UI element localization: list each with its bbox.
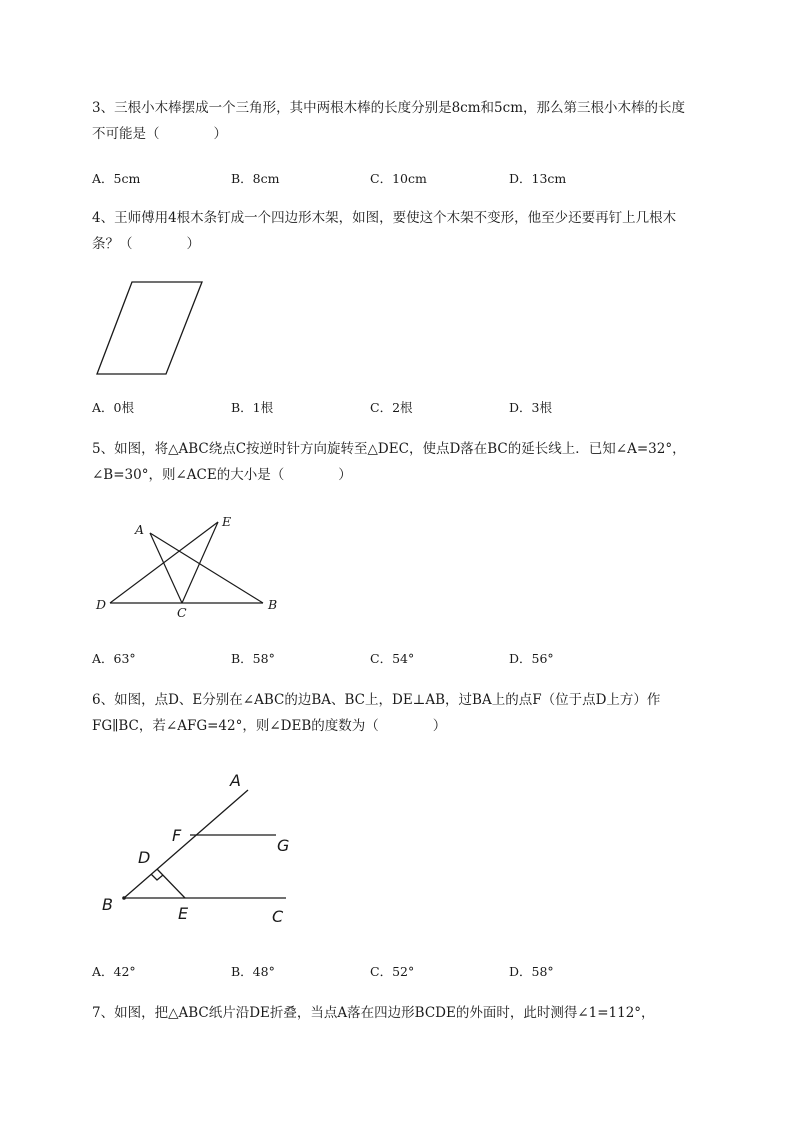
option-c: C．54° bbox=[370, 651, 415, 666]
label-b: B bbox=[102, 895, 113, 914]
option-d: D．56° bbox=[509, 651, 554, 666]
label-a: A bbox=[135, 522, 145, 537]
option-a: A．0根 bbox=[92, 400, 134, 415]
question-4-line-1: 4、王师傅用4根木条钉成一个四边形木架，如图，要使这个木架不变形，他至少还要再钉上几根木 bbox=[92, 210, 677, 226]
label-e: E bbox=[222, 514, 232, 529]
option-b: B．8cm bbox=[231, 171, 280, 186]
label-c: C bbox=[272, 907, 284, 926]
right-angle-mark bbox=[151, 874, 163, 880]
label-f: F bbox=[172, 826, 182, 845]
segment-de bbox=[157, 869, 185, 898]
label-a: A bbox=[230, 771, 241, 790]
option-b: B．58° bbox=[231, 651, 275, 666]
option-a: A．42° bbox=[92, 964, 136, 979]
label-c: C bbox=[177, 605, 187, 620]
question-6-options bbox=[92, 962, 742, 982]
label-b: B bbox=[268, 597, 278, 612]
option-d: D．58° bbox=[509, 964, 554, 979]
option-c: C．52° bbox=[370, 964, 415, 979]
label-e: E bbox=[178, 904, 189, 923]
question-7 bbox=[92, 1000, 742, 1026]
ray-ba bbox=[124, 790, 248, 898]
question-3-line-1: 3、三根小木棒摆成一个三角形，其中两根木棒的长度分别是8cm和5cm，那么第三根小木棒的长度 bbox=[92, 100, 685, 116]
option-c: C．2根 bbox=[370, 400, 413, 415]
point-b bbox=[122, 896, 126, 900]
option-b: B．1根 bbox=[231, 400, 274, 415]
question-3-line-2: 不可能是（ ） bbox=[92, 126, 227, 142]
option-a: A．63° bbox=[92, 651, 136, 666]
option-a: A．5cm bbox=[92, 171, 141, 186]
label-d: D bbox=[96, 597, 107, 612]
question-4-line-2: 条？（ ） bbox=[92, 236, 200, 252]
label-d: D bbox=[138, 848, 151, 867]
question-6-line-2: FG∥BC，若∠AFG=42°，则∠DEB的度数为（ ） bbox=[92, 718, 447, 734]
question-5-line-1: 5、如图，将△ABC绕点C按逆时针方向旋转至△DEC，使点D落在BC的延长线上．已知∠A=32°， bbox=[92, 441, 686, 457]
option-c: C．10cm bbox=[370, 171, 427, 186]
question-7-line-1: 7、如图，把△ABC纸片沿DE折叠，当点A落在四边形BCDE的外面时，此时测得∠1=112°， bbox=[92, 1005, 655, 1021]
option-d: D．13cm bbox=[509, 171, 567, 186]
label-g: G bbox=[277, 836, 290, 855]
option-b: B．48° bbox=[231, 964, 275, 979]
option-d: D．3根 bbox=[509, 400, 552, 415]
question-5-line-2: ∠B=30°，则∠ACE的大小是（ ） bbox=[92, 467, 352, 483]
question-6-line-1: 6、如图，点D、E分别在∠ABC的边BA、BC上，DE⊥AB，过BA上的点F（位于点D上方）作 bbox=[92, 692, 661, 708]
